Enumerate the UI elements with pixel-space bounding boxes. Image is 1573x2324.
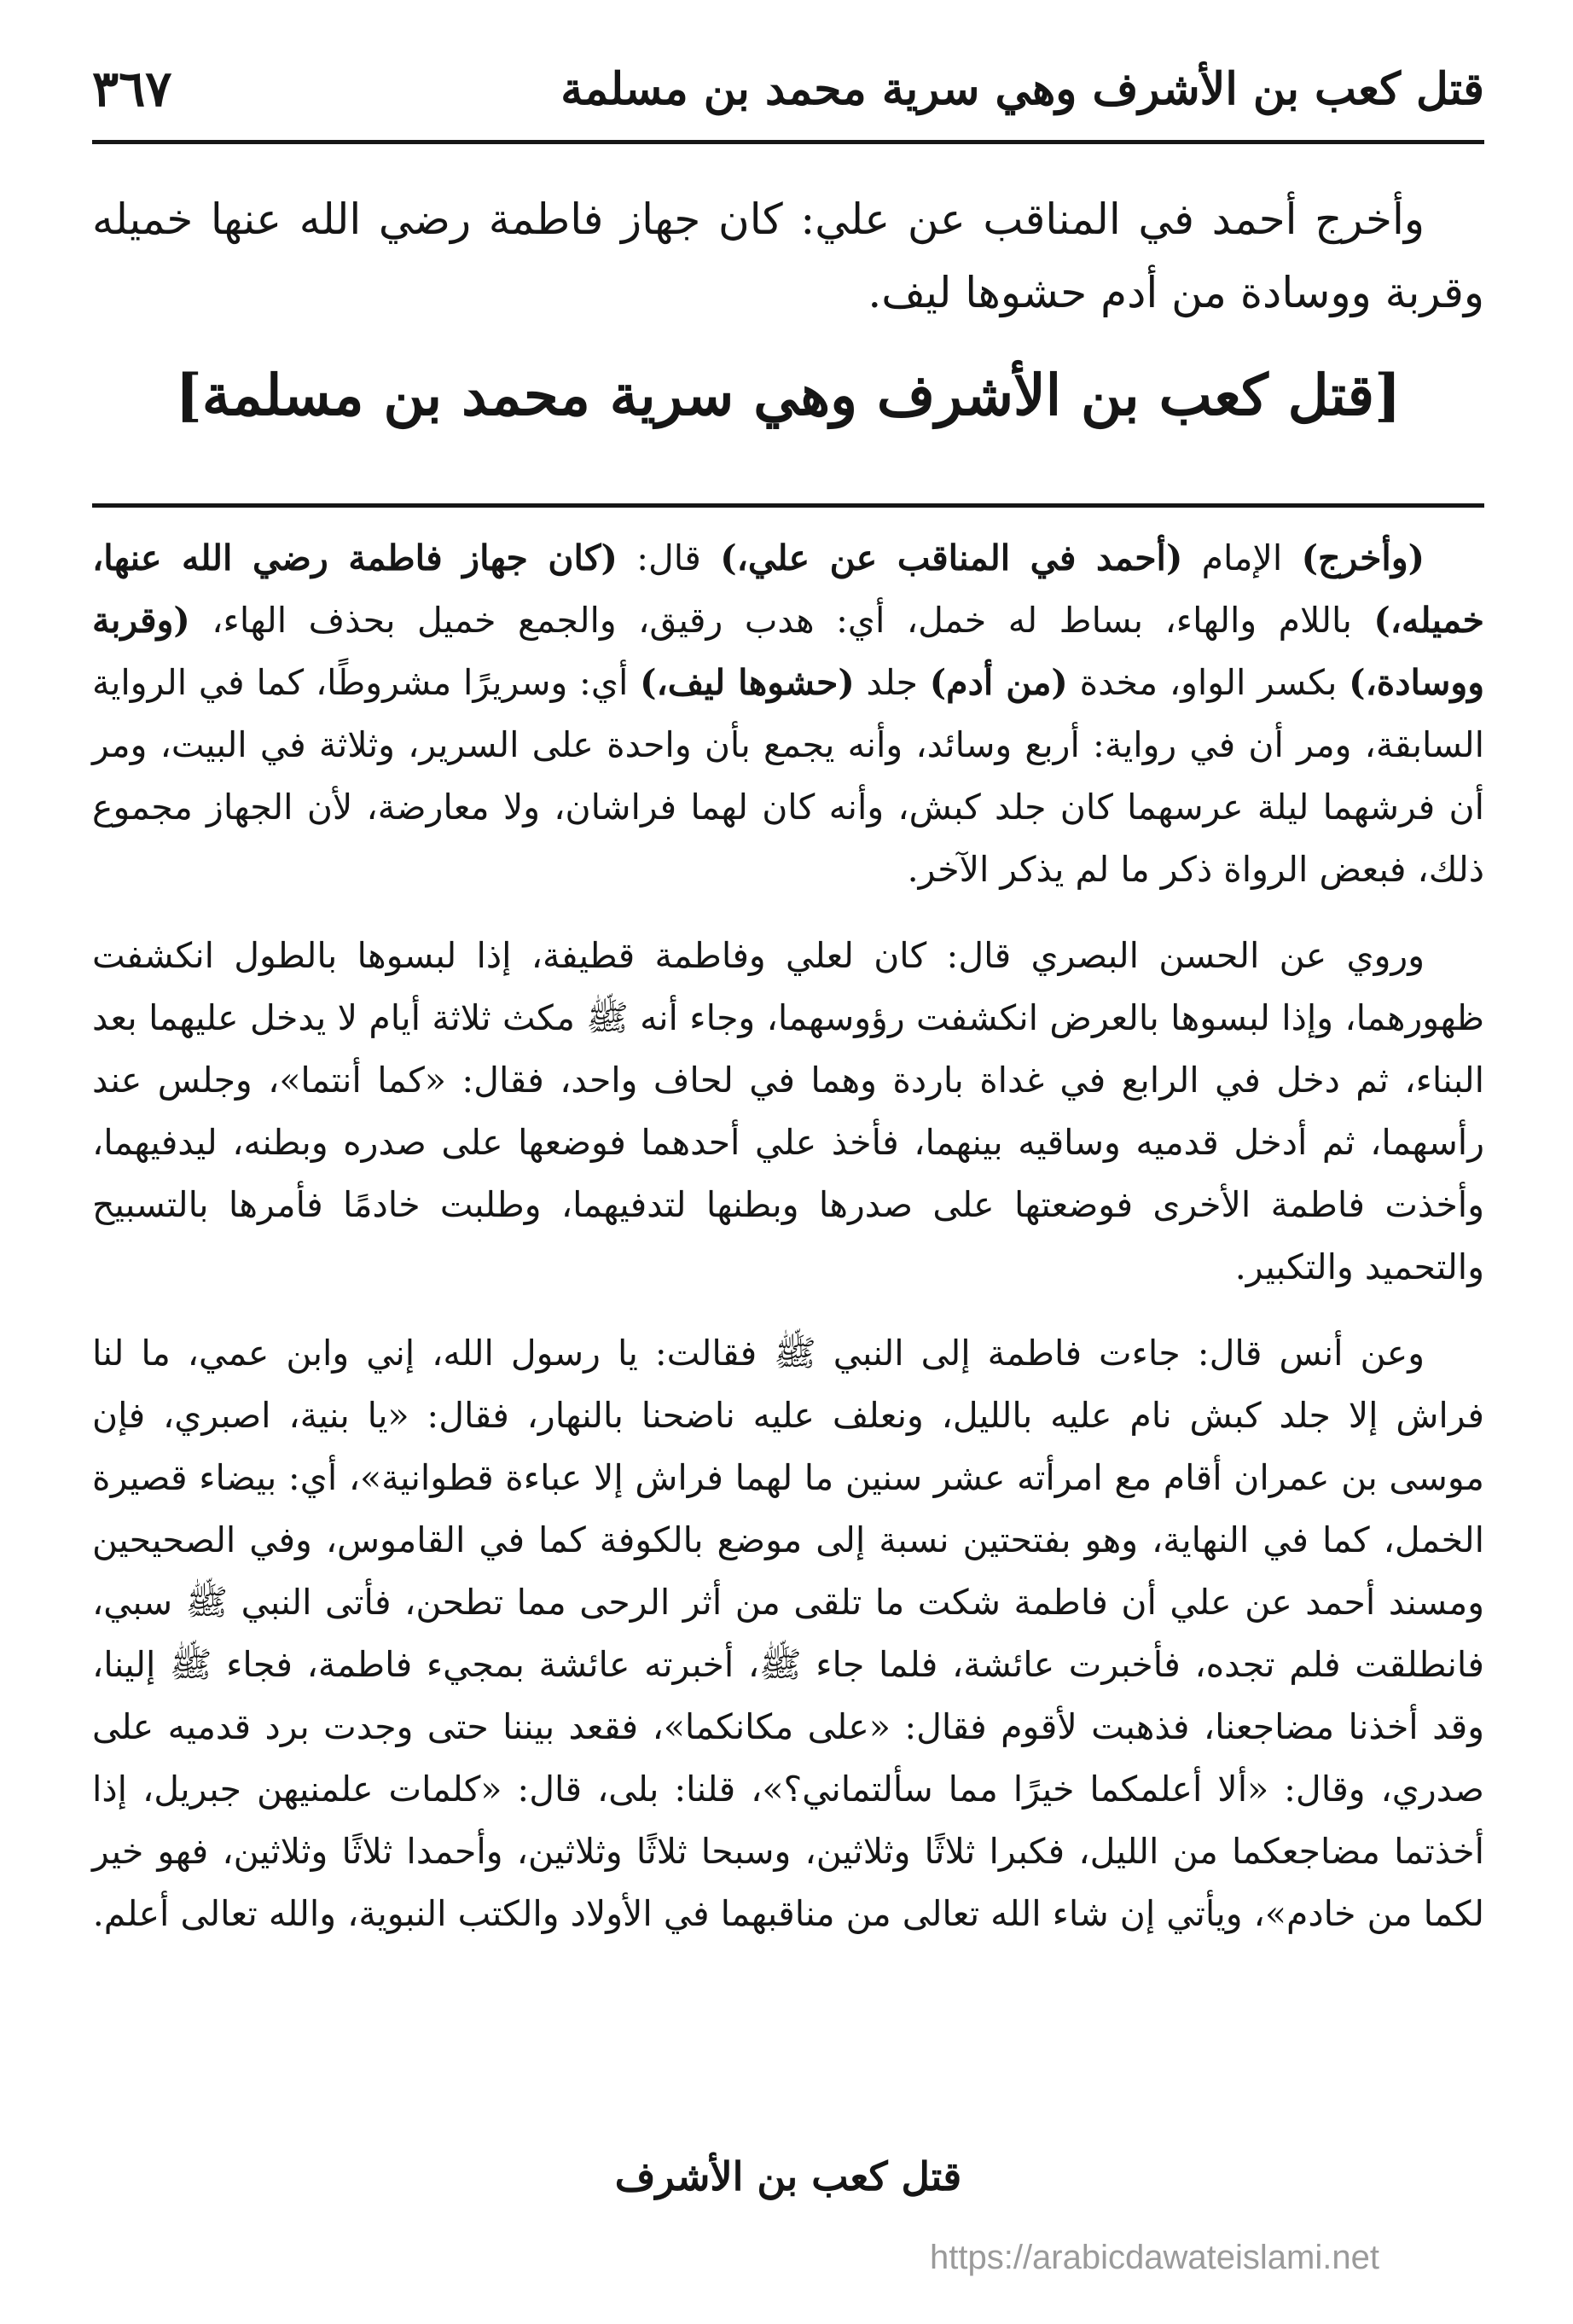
commentary-text: الإمام [1182, 537, 1302, 578]
text-commentary-divider [92, 503, 1484, 508]
main-text-paragraph: وأخرج أحمد في المناقب عن علي: كان جهاز فاطمة رضي الله عنها خميله وقربة ووسادة من أدم حشوها ليف. [92, 195, 1484, 317]
running-title: قتل كعب بن الأشرف وهي سرية محمد بن مسلمة [560, 63, 1484, 115]
commentary [92, 527, 1484, 1945]
quoted-text: (كان جهاز فاطمة رضي الله عنها، خميله،) [92, 537, 1484, 641]
commentary-paragraph-3: وعن أنس قال: جاءت فاطمة إلى النبي ﷺ فقالت: يا رسول الله، إني وابن عمي، ما لنا فراش إلا جلد كبش نام عليه بالليل، ونعلف عليه ناضحنا بالنهار، فقال: «يا بنية، اصبري، فإن موسى بن عمران أقام مع امرأته عشر سنين ما لهما فراش إلا عباءة قطوانية»، أي: بيضاء قصيرة الخمل، كما في النهاية، وهو بفتحتين نسبة إلى موضع بالكوفة كما في القاموس، وفي الصحيحين ومسند أحمد عن علي أن فاطمة شكت ما تلقى من أثر الرحى مما تطحن، فأتى النبي ﷺ سبي، فانطلقت فلم تجده، فأخبرت عائشة، فلما جاء ﷺ، أخبرته عائشة بمجيء فاطمة، فجاء ﷺ إلينا، وقد أخذنا مضاجعنا، فذهبت لأقوم فقال: «على مكانكما»، فقعد بيننا حتى وجدت برد قدميه على صدري، وقال: «ألا أعلمكما خيرًا مما سألتماني؟»، قلنا: بلى، قال: «كلمات علمنيهن جبريل، إذا أخذتما مضاجعكما من الليل، فكبرا ثلاثًا وثلاثين، وسبحا ثلاثًا وثلاثين، وأحمدا ثلاثًا وثلاثين، فهو خير لكما من خادم»، ويأتي إن شاء الله تعالى من مناقبهما في الأولاد والكتب النبوية، والله تعالى أعلم. [92, 1333, 1484, 1934]
main-text [92, 183, 1484, 329]
commentary-text: أي: وسريرًا مشروطًا، كما في الرواية السابقة، ومر أن في رواية: أربع وسائد، وأنه يجمع بأن واحدة على السرير، وثلاثة في البيت، ومر أن فرشهما ليلة عرسهما كان جلد كبش، وأنه كان لهما فراشان، ولا معارضة، لأن الجهاز مجموع ذلك، فبعض الرواة ذكر ما لم يذكر الآخر. [92, 662, 1484, 890]
watermark-url: https://arabicdawateislami.net [930, 2239, 1379, 2276]
quoted-text: (وأخرج) [1301, 537, 1425, 578]
section-heading: [قتل كعب بن الأشرف وهي سرية محمد بن مسلمة] [175, 362, 1402, 428]
commentary-text: بكسر الواو، مخدة [1067, 662, 1350, 703]
commentary-text: باللام والهاء، بساط له خمل، أي: هدب رقيق، والجمع خميل بحذف الهاء، [189, 600, 1374, 641]
quoted-text: (أحمد في المناقب عن علي،) [720, 537, 1183, 578]
commentary-text: قال: [617, 537, 721, 578]
commentary-paragraph-2: وروي عن الحسن البصري قال: كان لعلي وفاطمة قطيفة، إذا لبسوها بالطول انكشفت ظهورهما، وإذا لبسوها بالعرض انكشفت رؤوسهما، وجاء أنه ﷺ مكث ثلاثة أيام لا يدخل عليهما بعد البناء، ثم دخل في الرابع في غداة باردة وهما في لحاف واحد، فقال: «كما أنتما»، وجلس عند رأسهما، ثم أدخل قدميه وساقيه بينهما، فأخذ علي أحدهما فوضعها على صدره وبطنه، ليدفيهما، وأخذت فاطمة الأخرى فوضعتها على صدرها وبطنها لتدفيهما، وطلبت خادمًا فأمرها بالتسبيح والتحميد والتكبير. [92, 935, 1484, 1287]
quoted-text: (وقربة ووسادة،) [92, 600, 1484, 703]
commentary-paragraph-1 [92, 527, 1484, 901]
next-section-heading: قتل كعب بن الأشرف [614, 2153, 962, 2199]
page-header [92, 55, 1484, 133]
quoted-text: (من أدم) [929, 662, 1068, 703]
quoted-text: (حشوها ليف،) [640, 662, 855, 703]
commentary-text: جلد [854, 662, 930, 703]
header-divider [92, 140, 1484, 144]
page-number: ٣٦٧ [92, 60, 172, 118]
